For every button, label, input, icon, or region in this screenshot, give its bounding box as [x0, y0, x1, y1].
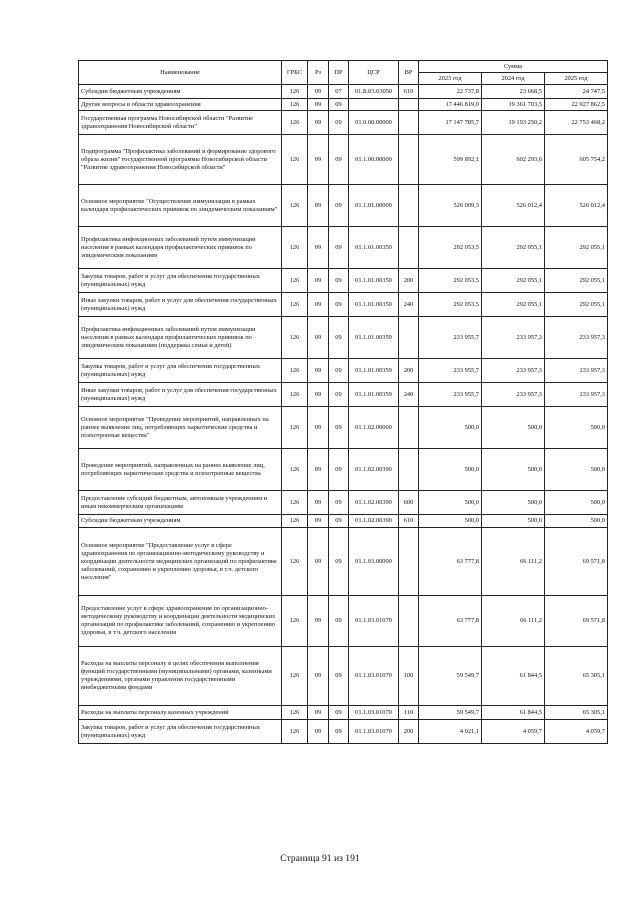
budget-table	[78, 60, 608, 744]
cell-vr	[399, 227, 419, 269]
cell-pr: 09	[329, 449, 349, 491]
cell-2025: 292 055,1	[545, 269, 608, 293]
cell-2023: 59 549,7	[419, 647, 482, 706]
cell-2024: 500,0	[482, 515, 545, 528]
cell-rz: 09	[308, 99, 329, 111]
cell-name: Расходы на выплаты персоналу казенных учреждений	[79, 706, 282, 720]
cell-csr: 01.1.03.01070	[349, 720, 399, 744]
table-row	[79, 359, 608, 383]
cell-name: Основное мероприятие "Проведение мероприятий, направленных на раннее выявление лиц, потребляющих наркотические средства и психотропные вещества"	[79, 407, 282, 449]
cell-csr: 01.1.03.01070	[349, 647, 399, 706]
cell-rz: 09	[308, 85, 329, 99]
cell-grbs: 126	[282, 528, 308, 596]
cell-2024: 233 957,3	[482, 383, 545, 407]
cell-csr: 01.Б.03.03050	[349, 85, 399, 99]
cell-vr	[399, 317, 419, 359]
cell-pr: 09	[329, 515, 349, 528]
cell-rz: 09	[308, 227, 329, 269]
cell-2024: 23 668,5	[482, 85, 545, 99]
table-row	[79, 449, 608, 491]
cell-csr: 01.1.03.00000	[349, 528, 399, 596]
cell-rz: 09	[308, 135, 329, 185]
cell-name: Основное мероприятие "Предоставление услуг в сфере здравоохранения по организационно-методическому руководству и координации деятельности медицинских организаций по профилактике заболеваний, сохранению и укреплению здоровья, в т.ч. детского населения"	[79, 528, 282, 596]
col-sum-header: Сумма	[419, 61, 608, 73]
cell-grbs: 126	[282, 293, 308, 317]
table-row	[79, 596, 608, 647]
cell-name: Профилактика инфекционных заболеваний путем иммунизации населения в рамках календаря профилактических прививок по эпидемическим показаниям	[79, 227, 282, 269]
table-header	[79, 61, 608, 85]
cell-grbs: 126	[282, 383, 308, 407]
cell-2024: 19 193 250,2	[482, 111, 545, 135]
cell-pr: 09	[329, 269, 349, 293]
cell-vr	[399, 185, 419, 227]
cell-rz: 09	[308, 528, 329, 596]
cell-2024: 500,0	[482, 491, 545, 515]
table-row	[79, 647, 608, 706]
col-pr-header: ПР	[329, 61, 349, 85]
cell-pr: 09	[329, 706, 349, 720]
cell-2025: 22 753 468,2	[545, 111, 608, 135]
cell-vr: 200	[399, 269, 419, 293]
cell-2023: 4 021,1	[419, 720, 482, 744]
table-row	[79, 227, 608, 269]
cell-2023: 17 147 785,7	[419, 111, 482, 135]
cell-rz: 09	[308, 515, 329, 528]
col-csr-header: ЦСР	[349, 61, 399, 85]
cell-csr: 01.1.01.00000	[349, 185, 399, 227]
cell-2025: 292 055,1	[545, 293, 608, 317]
cell-pr: 09	[329, 596, 349, 647]
cell-2023: 233 955,7	[419, 317, 482, 359]
cell-2024: 526 012,4	[482, 185, 545, 227]
cell-2025: 526 012,4	[545, 185, 608, 227]
table-row	[79, 85, 608, 99]
cell-csr: 01.1.01.00359	[349, 317, 399, 359]
cell-2023: 17 446 819,0	[419, 99, 482, 111]
cell-grbs: 126	[282, 359, 308, 383]
cell-grbs: 126	[282, 706, 308, 720]
cell-name: Иные закупки товаров, работ и услуг для обеспечения государственных (муниципальных) нужд	[79, 293, 282, 317]
cell-2023: 500,0	[419, 491, 482, 515]
cell-name: Профилактика инфекционных заболеваний путем иммунизации населения в рамках календаря профилактических прививок по эпидемическим показаниям (поддержка семьи и детей)	[79, 317, 282, 359]
cell-2023: 500,0	[419, 449, 482, 491]
cell-rz: 09	[308, 706, 329, 720]
cell-pr: 09	[329, 99, 349, 111]
cell-2025: 24 747,5	[545, 85, 608, 99]
col-grbs-header: ГРБС	[282, 61, 308, 85]
cell-grbs: 126	[282, 227, 308, 269]
table-row	[79, 383, 608, 407]
cell-vr	[399, 135, 419, 185]
cell-pr: 09	[329, 227, 349, 269]
cell-2025: 500,0	[545, 407, 608, 449]
cell-name: Субсидии бюджетным учреждениям	[79, 85, 282, 99]
cell-2024: 292 055,1	[482, 269, 545, 293]
table-row	[79, 515, 608, 528]
cell-name: Основное мероприятие "Осуществление иммунизации в рамках календаря профилактических прививок по эпидемическим показаниям"	[79, 185, 282, 227]
col-year-2025-header: 2025 год	[545, 73, 608, 85]
cell-pr: 09	[329, 528, 349, 596]
table-row	[79, 407, 608, 449]
cell-csr: 01.1.01.00350	[349, 227, 399, 269]
cell-grbs: 126	[282, 135, 308, 185]
table-row	[79, 528, 608, 596]
cell-pr: 09	[329, 720, 349, 744]
cell-grbs: 126	[282, 647, 308, 706]
cell-vr: 610	[399, 515, 419, 528]
cell-rz: 09	[308, 491, 329, 515]
cell-rz: 09	[308, 317, 329, 359]
cell-2025: 4 059,7	[545, 720, 608, 744]
cell-2025: 65 305,1	[545, 647, 608, 706]
cell-grbs: 126	[282, 491, 308, 515]
cell-grbs: 126	[282, 85, 308, 99]
cell-2025: 233 957,3	[545, 383, 608, 407]
cell-2023: 63 777,8	[419, 528, 482, 596]
cell-vr	[399, 596, 419, 647]
cell-csr: 01.1.02.00390	[349, 491, 399, 515]
cell-2023: 292 053,5	[419, 227, 482, 269]
cell-name: Подпрограмма "Профилактика заболеваний и формирование здорового образа жизни" государственной программы Новосибирской области "Развитие здравоохранения Новосибирской области"	[79, 135, 282, 185]
cell-name: Расходы на выплаты персоналу в целях обеспечения выполнения функций государственными (муниципальными) органами, казенными учреждениями, органами управления государственными внебюджетными фондами	[79, 647, 282, 706]
cell-rz: 09	[308, 185, 329, 227]
table-row	[79, 720, 608, 744]
table-body	[79, 85, 608, 744]
col-year-2023-header: 2023 год	[419, 73, 482, 85]
cell-grbs: 126	[282, 449, 308, 491]
cell-csr: 01.1.01.00350	[349, 293, 399, 317]
cell-2023: 22 737,8	[419, 85, 482, 99]
table-row	[79, 706, 608, 720]
cell-name: Субсидии бюджетным учреждениям	[79, 515, 282, 528]
cell-2024: 233 957,3	[482, 359, 545, 383]
cell-grbs: 126	[282, 720, 308, 744]
cell-2025: 233 957,3	[545, 359, 608, 383]
cell-2024: 500,0	[482, 449, 545, 491]
cell-name: Закупка товаров, работ и услуг для обеспечения государственных (муниципальных) нужд	[79, 720, 282, 744]
cell-2025: 69 571,8	[545, 528, 608, 596]
cell-2023: 292 053,5	[419, 293, 482, 317]
cell-csr: 01.1.02.00390	[349, 449, 399, 491]
cell-csr: 01.1.03.01070	[349, 706, 399, 720]
cell-vr: 610	[399, 85, 419, 99]
cell-csr: 01.0.00.00000	[349, 111, 399, 135]
cell-2024: 19 361 703,5	[482, 99, 545, 111]
cell-pr: 07	[329, 85, 349, 99]
table-row	[79, 269, 608, 293]
cell-rz: 09	[308, 293, 329, 317]
cell-pr: 09	[329, 293, 349, 317]
cell-pr: 09	[329, 185, 349, 227]
table-row	[79, 99, 608, 111]
cell-grbs: 126	[282, 317, 308, 359]
cell-2024: 500,0	[482, 407, 545, 449]
cell-2023: 292 053,5	[419, 269, 482, 293]
cell-csr: 01.1.01.00359	[349, 383, 399, 407]
cell-pr: 09	[329, 317, 349, 359]
cell-pr: 09	[329, 647, 349, 706]
cell-vr	[399, 407, 419, 449]
cell-2023: 526 009,3	[419, 185, 482, 227]
cell-2024: 292 055,1	[482, 227, 545, 269]
document-page	[78, 60, 607, 744]
cell-2023: 59 549,7	[419, 706, 482, 720]
cell-rz: 09	[308, 359, 329, 383]
cell-vr	[399, 449, 419, 491]
cell-csr: 01.1.03.01070	[349, 596, 399, 647]
cell-csr: 01.1.00.00000	[349, 135, 399, 185]
cell-pr: 09	[329, 135, 349, 185]
cell-2025: 500,0	[545, 491, 608, 515]
cell-rz: 09	[308, 449, 329, 491]
cell-csr: 01.1.02.00390	[349, 515, 399, 528]
cell-vr	[399, 528, 419, 596]
cell-2023: 599 892,1	[419, 135, 482, 185]
cell-name: Другие вопросы в области здравоохранения	[79, 99, 282, 111]
cell-rz: 09	[308, 383, 329, 407]
cell-pr: 09	[329, 383, 349, 407]
cell-2025: 22 927 862,5	[545, 99, 608, 111]
cell-rz: 09	[308, 407, 329, 449]
cell-csr: 01.1.01.00359	[349, 359, 399, 383]
cell-grbs: 126	[282, 596, 308, 647]
cell-csr: 01.1.01.00350	[349, 269, 399, 293]
cell-vr: 240	[399, 293, 419, 317]
col-name-header: Наименование	[79, 61, 282, 85]
cell-vr: 240	[399, 383, 419, 407]
table-row	[79, 317, 608, 359]
table-row	[79, 491, 608, 515]
cell-2023: 63 777,8	[419, 596, 482, 647]
cell-name: Иные закупки товаров, работ и услуг для обеспечения государственных (муниципальных) нужд	[79, 383, 282, 407]
cell-2023: 500,0	[419, 515, 482, 528]
cell-csr	[349, 99, 399, 111]
cell-grbs: 126	[282, 99, 308, 111]
cell-2023: 233 955,7	[419, 359, 482, 383]
cell-rz: 09	[308, 647, 329, 706]
cell-name: Предоставление услуг в сфере здравоохранения по организационно-методическому руководству и координации деятельности медицинских организаций по профилактике заболеваний, сохранению и укреплению здоровья, в т.ч. детского населения	[79, 596, 282, 647]
cell-2025: 292 055,1	[545, 227, 608, 269]
cell-pr: 09	[329, 111, 349, 135]
cell-grbs: 126	[282, 515, 308, 528]
col-vr-header: ВР	[399, 61, 419, 85]
cell-rz: 09	[308, 596, 329, 647]
cell-vr: 100	[399, 647, 419, 706]
cell-vr: 110	[399, 706, 419, 720]
cell-name: Проведение мероприятий, направленных на раннее выявление лиц, потребляющих наркотические средства и психотропные вещества	[79, 449, 282, 491]
cell-2024: 4 059,7	[482, 720, 545, 744]
cell-vr	[399, 99, 419, 111]
cell-2024: 61 844,5	[482, 647, 545, 706]
cell-2025: 605 754,2	[545, 135, 608, 185]
cell-name: Государственная программа Новосибирской области "Развитие здравоохранения Новосибирской области"	[79, 111, 282, 135]
page-number: Страница 91 из 191	[280, 853, 360, 864]
cell-2024: 61 844,5	[482, 706, 545, 720]
cell-2024: 233 957,3	[482, 317, 545, 359]
cell-name: Закупка товаров, работ и услуг для обеспечения государственных (муниципальных) нужд	[79, 359, 282, 383]
cell-2023: 500,0	[419, 407, 482, 449]
cell-2025: 65 305,1	[545, 706, 608, 720]
cell-rz: 09	[308, 269, 329, 293]
cell-2025: 69 571,8	[545, 596, 608, 647]
cell-name: Предоставление субсидий бюджетным, автономным учреждениям и иным некоммерческим организациям	[79, 491, 282, 515]
table-row	[79, 111, 608, 135]
cell-csr: 01.1.02.00000	[349, 407, 399, 449]
table-row	[79, 135, 608, 185]
cell-2024: 66 111,2	[482, 596, 545, 647]
cell-name: Закупка товаров, работ и услуг для обеспечения государственных (муниципальных) нужд	[79, 269, 282, 293]
col-rz-header: Рз	[308, 61, 329, 85]
cell-grbs: 126	[282, 111, 308, 135]
cell-2025: 500,0	[545, 449, 608, 491]
cell-2024: 66 111,2	[482, 528, 545, 596]
table-row	[79, 185, 608, 227]
cell-grbs: 126	[282, 269, 308, 293]
cell-vr	[399, 111, 419, 135]
cell-grbs: 126	[282, 185, 308, 227]
cell-pr: 09	[329, 359, 349, 383]
cell-pr: 09	[329, 407, 349, 449]
cell-2025: 500,0	[545, 515, 608, 528]
cell-pr: 09	[329, 491, 349, 515]
cell-vr: 200	[399, 720, 419, 744]
cell-vr: 200	[399, 359, 419, 383]
cell-2024: 602 293,6	[482, 135, 545, 185]
table-row	[79, 293, 608, 317]
cell-vr: 600	[399, 491, 419, 515]
cell-2024: 292 055,1	[482, 293, 545, 317]
cell-2023: 233 955,7	[419, 383, 482, 407]
cell-rz: 09	[308, 720, 329, 744]
cell-rz: 09	[308, 111, 329, 135]
cell-grbs: 126	[282, 407, 308, 449]
col-year-2024-header: 2024 год	[482, 73, 545, 85]
cell-2025: 233 957,3	[545, 317, 608, 359]
